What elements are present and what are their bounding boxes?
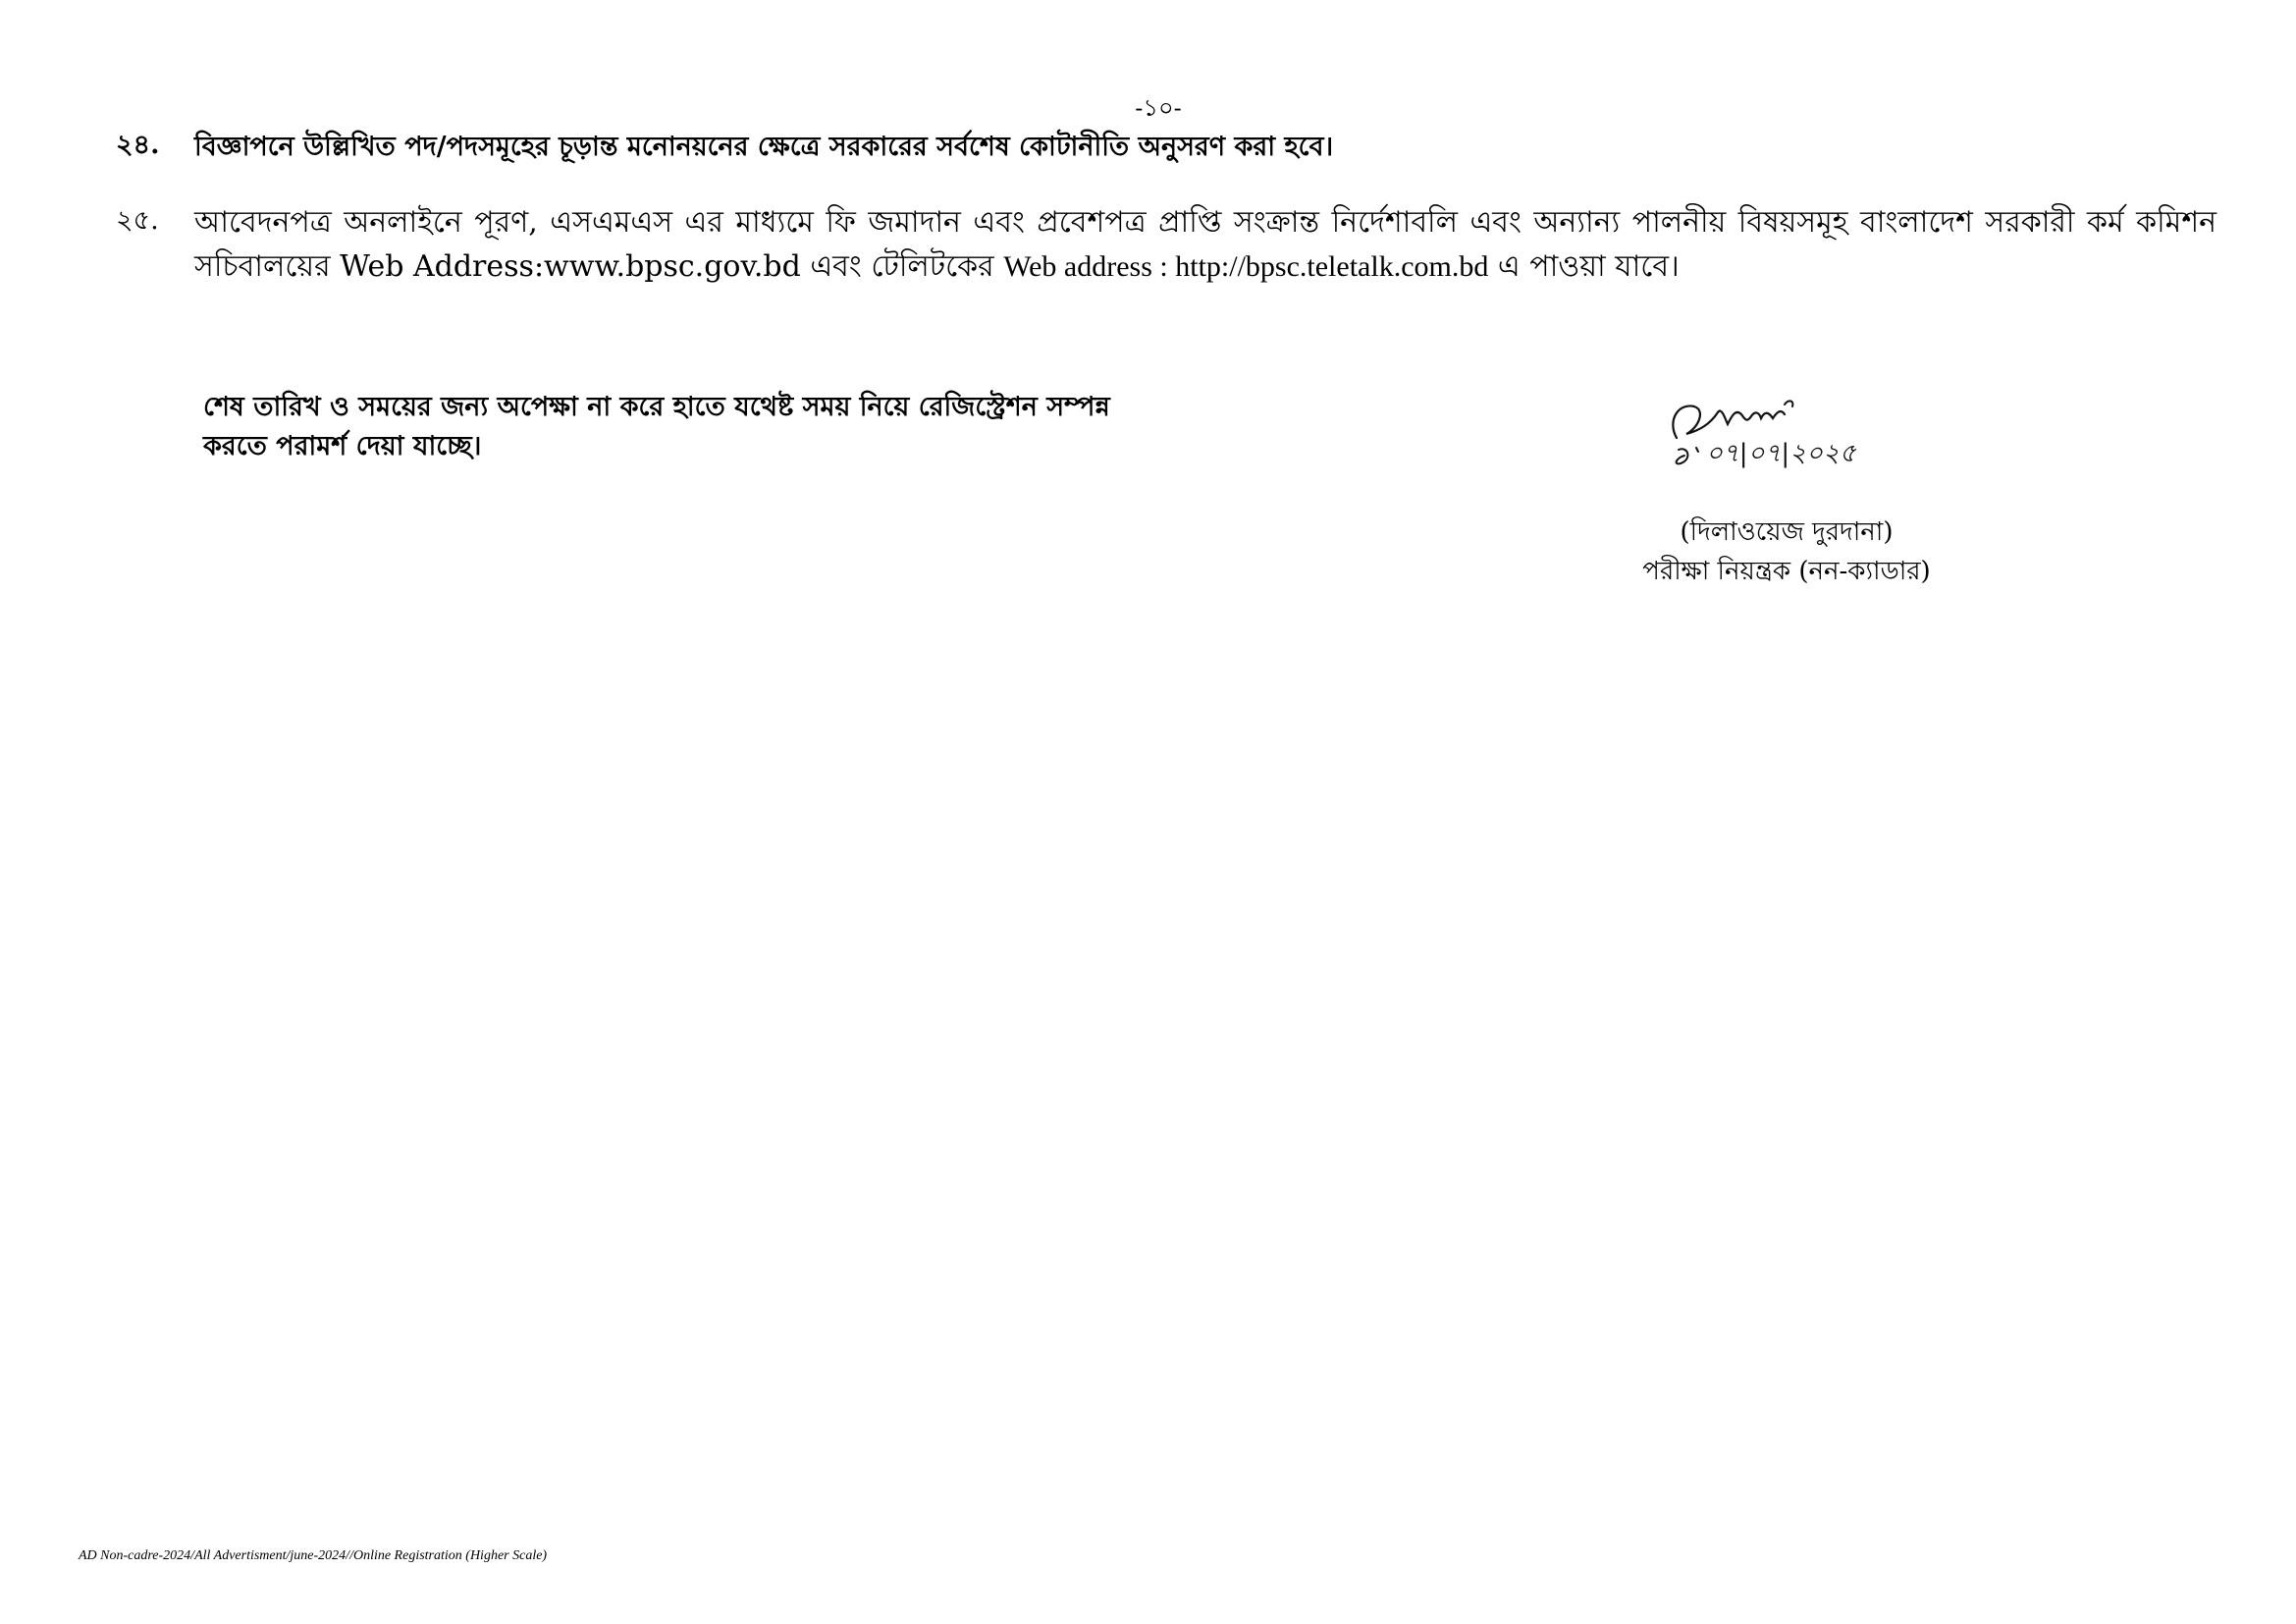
signature-date: ০৭|০৭|২০২৫ [1706,439,1856,468]
handwritten-signature [1659,391,1914,479]
signatory-name: (দিলাওয়েজ দুরদানা) [1680,517,1894,547]
clause-text [194,200,2216,289]
clause-text-part: আবেদনপত্র অনলাইনে পূরণ, এসএমএস এর মাধ্যমে ফি জমাদান এবং প্রবেশপত্র প্রাপ্তি সংক্রান্ত নির্দেশাবলি এবং অন্যান্য পালনীয় বিষয়সমূহ বাংলাদেশ সরকারী কর্ম কমিশন সচিবালয়ের Web Address:www.bpsc.gov.bd [194,205,2216,284]
clause-text-part: এবং টেলিটকের [800,249,1004,284]
clause-text: বিজ্ঞাপনে উল্লিখিত পদ/পদসমূহের চূড়ান্ত মনোনয়নের ক্ষেত্রে সরকারের সর্বশেষ কোটানীতি অনুসরণ করা হবে। [194,132,1334,162]
clause-text-part: এ পাওয়া যাবে। [1488,249,1680,284]
footer-path: AD Non-cadre-2024/All Advertisment/june-2024//Online Registration (Higher Scale) [79,1548,548,1563]
advice-line: শেষ তারিখ ও সময়ের জন্য অপেক্ষা না করে হাতে যথেষ্ট সময় নিয়ে রেজিস্ট্রেশন সম্পন্ন [203,392,1110,422]
page-number: -১০- [1135,94,1182,122]
clause-number: ২৪. [116,130,160,160]
teletalk-web-address: Web address : http://bpsc.teletalk.com.bd [1003,250,1489,283]
clause-number: ২৫. [116,205,159,236]
registration-advice [203,388,1185,466]
clause-24 [116,125,2216,169]
clause-25 [116,200,2216,289]
advice-line: করতে পরামর্শ দেয়া যাচ্ছে। [203,431,482,461]
signatory-block [1590,513,1983,591]
signatory-title: পরীক্ষা নিয়ন্ত্রক (নন-ক্যাডার) [1642,557,1931,586]
